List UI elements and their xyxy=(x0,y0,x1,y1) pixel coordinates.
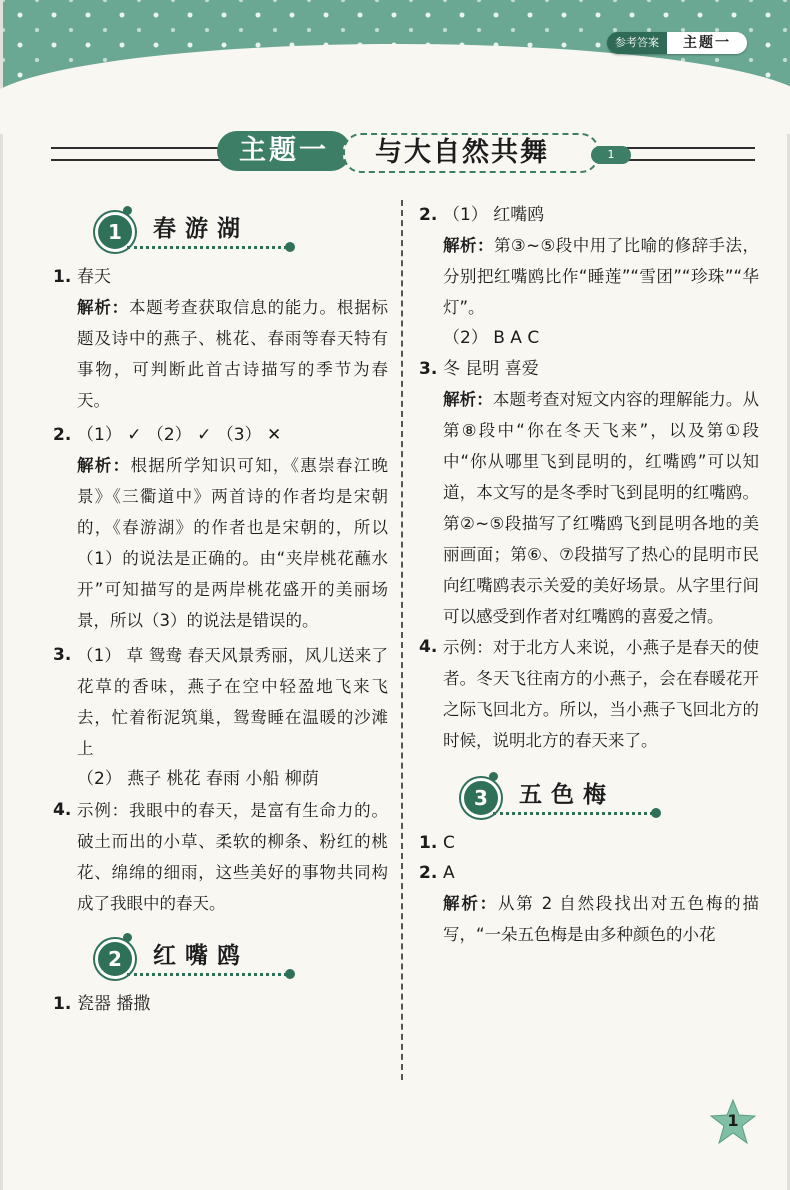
answer-text: 春天 xyxy=(77,267,111,287)
section-underline xyxy=(127,973,287,976)
underline-dot-icon xyxy=(285,242,295,252)
answer-text: C xyxy=(443,833,455,853)
analysis xyxy=(77,450,388,636)
chapter-title: 主题一 xyxy=(217,131,351,171)
answer-item xyxy=(419,828,759,858)
sub-answer: （2） B A C xyxy=(443,328,540,348)
header-tag xyxy=(607,32,747,54)
item-number: 4. xyxy=(419,637,438,657)
analysis-label: 解析： xyxy=(77,298,129,317)
answer-item xyxy=(419,632,759,756)
analysis xyxy=(443,230,759,323)
section-header-1 xyxy=(53,200,388,262)
analysis-label: 解析： xyxy=(443,390,493,409)
answer-item xyxy=(53,640,388,764)
header-tag-small: 参考答案 xyxy=(607,32,667,54)
underline-dot-icon xyxy=(285,969,295,979)
analysis-text: 本题考查对短文内容的理解能力。从第⑧段中“你在冬天飞来”，以及第①段中“你从哪里飞到昆明的，红嘴鸥”可以知道，本文写的是冬季时飞到昆明的红嘴鸥。第②~⑤段描写了红嘴鸥飞到昆明各地的美丽画面；第⑥、⑦段描写了热心的昆明市民向红嘴鸥表示关爱的美好场景。从字里行间可以感受到作者对红嘴鸥的喜爱之情。 xyxy=(443,390,760,626)
analysis-label: 解析： xyxy=(443,236,494,255)
section-number-badge: 2 xyxy=(95,939,135,979)
item-number: 1. xyxy=(53,994,72,1014)
item-number: 3. xyxy=(419,359,438,379)
right-column xyxy=(419,200,759,950)
section-title: 春游湖 xyxy=(153,216,249,242)
section-header-2 xyxy=(53,927,388,989)
answer-text: （1） ✓ （2） ✓ （3） ✕ xyxy=(77,425,282,445)
chapter-title-row xyxy=(51,130,755,176)
answer-text: （1） 草 鸳鸯 春天风景秀丽，风儿送来了花草的香味，燕子在空中轻盈地飞来飞去，忙着衔泥筑巢，鸳鸯睡在温暖的沙滩上 xyxy=(77,646,388,758)
analysis xyxy=(443,384,759,632)
section-title: 红嘴鸥 xyxy=(153,943,249,969)
answer-item xyxy=(53,420,388,450)
answer-text: （1） 红嘴鸥 xyxy=(443,205,545,225)
answer-text: 冬 昆明 喜爱 xyxy=(443,359,539,379)
analysis xyxy=(443,888,759,950)
section-underline xyxy=(127,246,287,249)
answer-item xyxy=(419,200,759,230)
answer-text: 示例：我眼中的春天，是富有生命力的。破土而出的小草、柔软的柳条、粉红的桃花、绵绵的细雨，这些美好的事物共同构成了我眼中的春天。 xyxy=(77,801,388,913)
answer-item xyxy=(53,989,388,1019)
section-header-3 xyxy=(419,766,759,828)
analysis-text: 根据所学知识可知，《惠崇春江晚景》《三衢道中》两首诗的作者均是宋朝的，《春游湖》的作者也是宋朝的，所以（1）的说法是正确的。由“夹岸桃花蘸水开”可知描写的是两岸桃花盛开的美丽场景，所以（3）的说法是错误的。 xyxy=(77,456,389,630)
section-underline xyxy=(493,812,653,815)
analysis-label: 解析： xyxy=(443,894,498,913)
left-column xyxy=(53,200,388,1019)
analysis xyxy=(77,292,388,416)
answer-item xyxy=(419,354,759,384)
analysis-text: 第③~⑤段中用了比喻的修辞手法，分别把红嘴鸥比作“睡莲”“雪团”“珍珠”“华灯”。 xyxy=(443,236,759,317)
analysis-label: 解析： xyxy=(77,456,131,475)
column-divider xyxy=(401,200,403,1080)
item-number: 1. xyxy=(419,833,438,853)
sub-answer: （2） 燕子 桃花 春雨 小船 柳荫 xyxy=(77,769,319,789)
answer-text: A xyxy=(443,863,455,883)
analysis-text: 本题考查获取信息的能力。根据标题及诗中的燕子、桃花、春雨等春天特有事物，可判断此首古诗描写的季节为春天。 xyxy=(77,298,389,410)
item-number: 3. xyxy=(53,645,72,665)
item-number: 2. xyxy=(419,863,438,883)
answer-item xyxy=(53,262,388,292)
title-deco-badge: 1 xyxy=(591,146,631,164)
underline-dot-icon xyxy=(651,808,661,818)
item-number: 2. xyxy=(53,425,72,445)
header-tag-main: 主题一 xyxy=(667,32,747,54)
item-number: 2. xyxy=(419,205,438,225)
item-number: 4. xyxy=(53,800,72,820)
section-title: 五色梅 xyxy=(519,782,615,808)
answer-text: 示例：对于北方人来说，小燕子是春天的使者。冬天飞往南方的小燕子，会在春暖花开之际飞回北方。所以，当小燕子飞回北方的时候，说明北方的春天来了。 xyxy=(443,638,759,750)
chapter-subtitle: 与大自然共舞 xyxy=(343,133,599,173)
analysis-text: 从第 2 自然段找出对五色梅的描写，“一朵五色梅是由多种颜色的小花 xyxy=(443,894,760,944)
page-number: 1 xyxy=(727,1111,739,1130)
answer-item xyxy=(419,858,759,888)
answer-text: 瓷器 播撒 xyxy=(77,994,151,1014)
item-number: 1. xyxy=(53,267,72,287)
section-number-badge: 1 xyxy=(95,212,135,252)
answer-item xyxy=(53,795,388,919)
section-number-badge: 3 xyxy=(461,778,501,818)
